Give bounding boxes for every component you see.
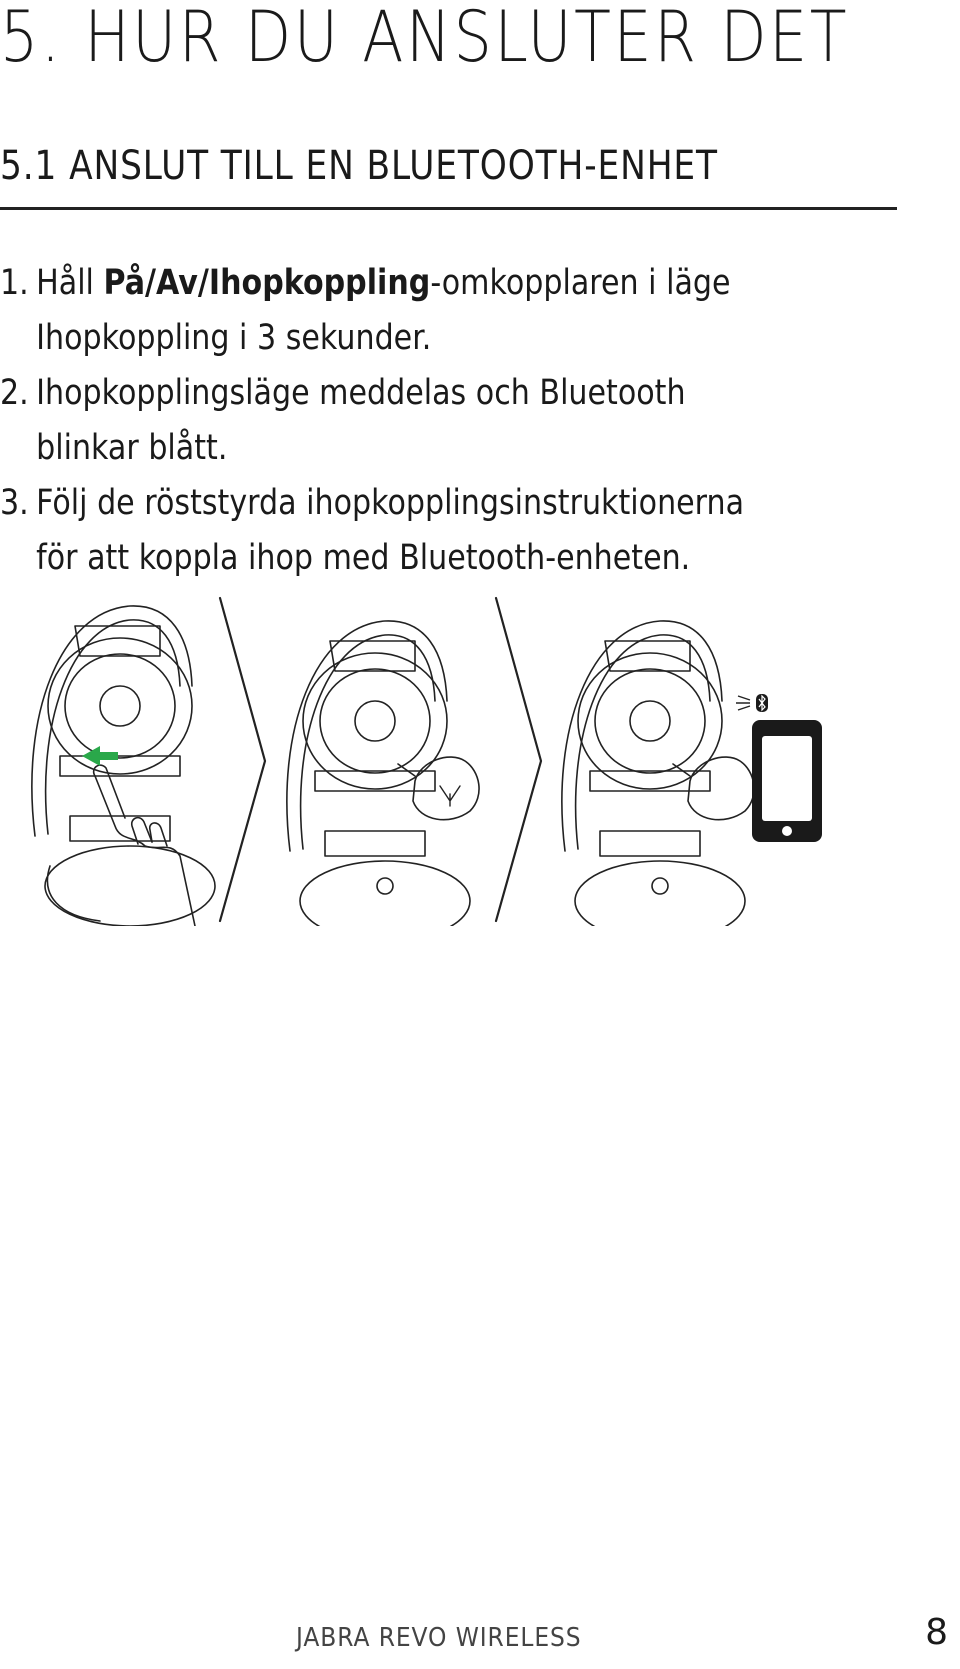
chevron-right-icon — [496, 598, 541, 921]
bluetooth-blink-bubble — [673, 757, 754, 820]
switch-name: På/Av/Ihopkoppling — [103, 263, 431, 303]
step-number: 1. — [0, 263, 29, 303]
step-2 — [0, 366, 900, 476]
steps-list — [0, 256, 900, 586]
step-number: 2. — [0, 373, 29, 413]
step-text-cont: Ihopkoppling i 3 sekunder. — [36, 318, 432, 358]
page-title: 5. HUR DU ANSLUTER DET — [0, 0, 850, 78]
hand-icon — [94, 765, 195, 926]
step-text-cont: för att koppla ihop med Bluetooth-enheten. — [36, 538, 691, 578]
pairing-illustration — [20, 596, 900, 926]
headset-icon — [287, 621, 470, 926]
divider — [0, 207, 897, 210]
step-text: Ihopkopplingsläge meddelas och Bluetooth — [36, 373, 686, 413]
step-number: 3. — [0, 483, 29, 523]
bluetooth-blink-bubble — [398, 757, 479, 820]
headset-icon — [562, 621, 745, 926]
step-3 — [0, 476, 900, 586]
step-text: Håll På/Av/Ihopkoppling-omkopplaren i läge — [36, 263, 731, 303]
green-arrow-icon — [82, 746, 118, 766]
phone-icon — [752, 720, 822, 842]
headset-icon — [32, 606, 215, 926]
chevron-right-icon — [220, 598, 265, 921]
step-text: Följ de röststyrda ihopkopplingsinstruktionerna — [36, 483, 745, 523]
footer-product-name: JABRA REVO WIRELESS — [296, 1623, 582, 1653]
section-title: 5.1 ANSLUT TILL EN BLUETOOTH-ENHET — [0, 143, 718, 189]
bluetooth-icon — [736, 694, 768, 712]
page-number: 8 — [925, 1612, 948, 1653]
step-text-cont: blinkar blått. — [36, 428, 228, 468]
step-1 — [0, 256, 900, 366]
